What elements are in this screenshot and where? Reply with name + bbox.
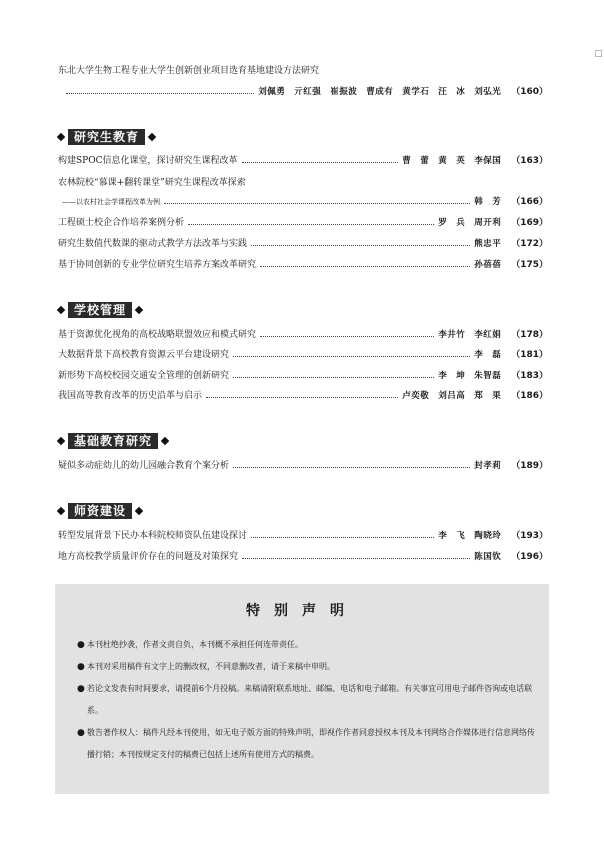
toc-entry[interactable] — [58, 551, 548, 564]
entry-authors: 封孝莉 — [474, 461, 502, 471]
leader-dots — [66, 93, 254, 94]
entry-subtitle: ——以农村社会学课程改革为例 — [62, 198, 160, 206]
bullet-icon: ● — [77, 684, 85, 694]
leader-dots — [260, 336, 434, 337]
toc-entry[interactable] — [58, 530, 548, 543]
entry-authors: 李 飞 陶晓玲 — [438, 531, 502, 541]
notice-title: 特别声明 — [246, 603, 358, 619]
entry-title: 疑似多动症幼儿的幼儿园融合教育个案分析 — [58, 461, 230, 471]
section-header-basic — [58, 433, 168, 449]
notice-item — [77, 722, 537, 766]
notice-item-text: 本刊杜绝抄袭，作者文责自负，本刊概不承担任何连带责任。 — [87, 640, 303, 649]
leader-dots — [233, 377, 434, 378]
diamond-icon — [148, 133, 156, 141]
diamond-icon — [135, 507, 143, 515]
entry-page: （193） — [511, 531, 548, 541]
entry-title: 基于协同创新的专业学位研究生培养方案改革研究 — [58, 260, 257, 270]
entry-page: （189） — [511, 461, 548, 471]
section-title: 基础教育研究 — [68, 433, 158, 449]
toc-entry[interactable] — [58, 217, 548, 230]
entry-title: 转型发展背景下民办本科院校师资队伍建设探讨 — [58, 531, 248, 541]
entry-authors: 李 磊 — [474, 350, 502, 360]
entry-authors: 陈国钦 — [474, 552, 502, 562]
leader-dots — [242, 558, 470, 559]
notice-item-text: 本刊对采用稿件有文字上的删改权，不同意删改者，请于来稿中申明。 — [87, 662, 335, 671]
entry-page: （178） — [511, 330, 548, 340]
section-header-graduate — [58, 129, 155, 145]
toc-entry[interactable] — [58, 155, 548, 168]
bullet-icon: ● — [77, 662, 85, 672]
entry-page: （186） — [511, 391, 548, 401]
leader-dots — [233, 356, 470, 357]
bullet-icon: ● — [77, 640, 85, 650]
entry-page: （169） — [511, 218, 548, 228]
notice-item — [77, 678, 537, 722]
leader-dots — [164, 203, 470, 204]
bullet-icon: ● — [77, 728, 85, 738]
diamond-icon — [57, 507, 65, 515]
leader-dots — [188, 224, 434, 225]
entry-title: 研究生数值代数课的驱动式教学方法改革与实践 — [58, 239, 248, 249]
entry-authors: 罗 兵 周开利 — [438, 218, 502, 228]
notice-item — [77, 634, 537, 656]
toc-entry[interactable] — [58, 65, 548, 99]
entry-title: 工程硕士校企合作培养案例分析 — [58, 218, 185, 228]
entry-page: （181） — [511, 350, 548, 360]
entry-title: 基于资源优化视角的高校战略联盟效应和模式研究 — [58, 330, 257, 340]
notice-list — [77, 634, 537, 766]
entry-title: 东北大学生物工程专业大学生创新创业项目选育基地建设方法研究 — [58, 66, 320, 76]
toc-entry[interactable] — [58, 329, 548, 342]
section-title: 师资建设 — [68, 503, 132, 519]
notice-item-text: 敬告著作权人：稿件凡经本刊使用，如无电子版方面的特殊声明，即视作作者同意授权本刊及本刊网络合作媒体进行信息网络传播行销；本刊按规定支付的稿费已包括上述所有使用方式的稿费。 — [87, 728, 535, 759]
diamond-icon — [161, 437, 169, 445]
leader-dots — [206, 397, 398, 398]
entry-page: （175） — [511, 260, 548, 270]
entry-page: （166） — [511, 197, 548, 207]
leader-dots — [242, 162, 399, 163]
entry-authors: 孙蓓蓓 — [474, 260, 502, 270]
section-header-faculty — [58, 503, 142, 519]
diamond-icon — [135, 306, 143, 314]
toc-entry[interactable] — [58, 177, 548, 209]
entry-authors: 卢奕敬 刘吕高 郑 果 — [402, 391, 502, 401]
entry-authors: 熊忠平 — [474, 239, 502, 249]
entry-title: 大数据背景下高校教育资源云平台建设研究 — [58, 350, 230, 360]
entry-title: 新形势下高校校园交通安全管理的创新研究 — [58, 371, 230, 381]
toc-entry[interactable] — [58, 259, 548, 272]
section-title: 研究生教育 — [68, 129, 145, 145]
diamond-icon — [57, 306, 65, 314]
diamond-icon — [57, 437, 65, 445]
entry-page: （183） — [511, 371, 548, 381]
toc-entry[interactable] — [58, 460, 548, 473]
toc-entry[interactable] — [58, 370, 548, 383]
notice-item-text: 若论文发表有时间要求，请提前6个月投稿。来稿请附联系地址、邮编、电话和电子邮箱。有关事宜可用电子邮件咨询或电话联系。 — [87, 684, 533, 715]
entry-page: （196） — [511, 552, 548, 562]
toc-entry[interactable] — [58, 238, 548, 251]
entry-authors: 李 坤 朱智磊 — [438, 371, 502, 381]
entry-authors: 韩 芳 — [474, 197, 502, 207]
entry-title: 我国高等教育改革的历史沿革与启示 — [58, 391, 203, 401]
entry-page: （172） — [511, 239, 548, 249]
entry-title: 构建SPOC信息化课堂，探讨研究生课程改革 — [58, 156, 238, 166]
leader-dots — [251, 245, 470, 246]
notice-item — [77, 656, 537, 678]
diamond-icon — [57, 133, 65, 141]
leader-dots — [233, 467, 470, 468]
entry-title: 农林院校“慕课+翻转课堂”研究生课程改革探索 — [58, 178, 246, 188]
toc-entry[interactable] — [58, 390, 548, 403]
corner-mark-icon — [595, 50, 602, 57]
section-title: 学校管理 — [68, 302, 132, 318]
section-header-school — [58, 302, 142, 318]
entry-authors: 刘佩勇 亓红强 崔振波 曹成有 黄学石 汪 冰 刘弘光 — [258, 87, 502, 97]
toc-entry[interactable] — [58, 349, 548, 362]
entry-title: 地方高校教学质量评价存在的问题及对策探究 — [58, 552, 239, 562]
special-notice-box — [55, 584, 549, 794]
entry-authors: 曹 蕾 黄 英 李保国 — [402, 156, 502, 166]
entry-page: （160） — [511, 87, 548, 97]
leader-dots — [251, 537, 434, 538]
entry-authors: 李井竹 李红娟 — [438, 330, 502, 340]
entry-page: （163） — [511, 156, 548, 166]
leader-dots — [260, 266, 470, 267]
